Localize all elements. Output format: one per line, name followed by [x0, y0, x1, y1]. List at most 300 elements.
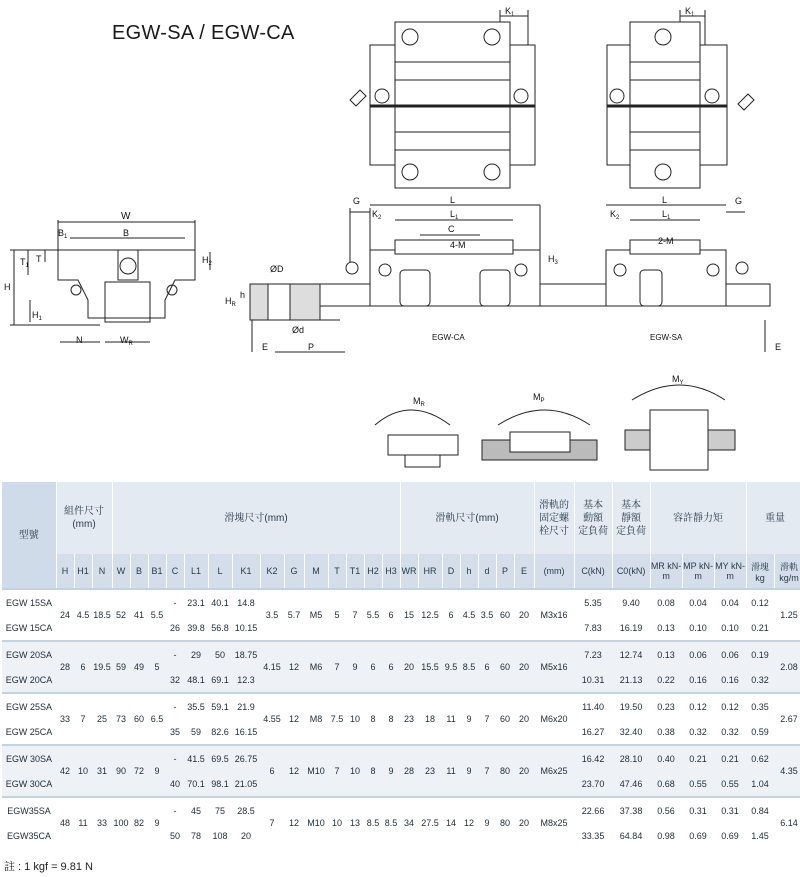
spec-cell: 23 [400, 693, 418, 745]
spec-cell: 11 [442, 745, 460, 797]
spec-cell: 0.21 [682, 745, 714, 771]
subheader-cell: 滑軌 kg/m [774, 554, 800, 589]
spec-cell: 23.70 [574, 771, 612, 797]
spec-cell: 5 [328, 589, 346, 641]
spec-cell: 7 [74, 693, 92, 745]
svg-text:MR: $M_R$ [413, 396, 425, 408]
svg-text:H: H [4, 282, 11, 292]
spec-cell: 26 [166, 615, 184, 641]
spec-cell: 59 [112, 641, 130, 693]
spec-cell: 7.5 [328, 693, 346, 745]
spec-cell: 13 [346, 797, 364, 848]
spec-cell: 0.06 [682, 641, 714, 667]
header-block: 滑塊尺寸(mm) [112, 482, 400, 554]
spec-cell: 48.1 [184, 667, 208, 693]
table-row [2, 745, 800, 771]
svg-text:E: E [262, 342, 269, 352]
spec-cell: 40.1 [208, 589, 232, 615]
svg-text:H3: $H_3$ [548, 254, 558, 266]
svg-text:G: G [735, 196, 743, 206]
spec-cell: 0.31 [682, 797, 714, 823]
spec-cell: 4.35 [774, 745, 800, 797]
spec-cell: 6.5 [148, 693, 166, 745]
header-model: 型號 [2, 482, 56, 589]
svg-text:K1: $K_1$ [505, 6, 515, 18]
spec-cell: 0.55 [682, 771, 714, 797]
spec-cell: 0.04 [682, 589, 714, 615]
spec-cell: 50 [166, 823, 184, 848]
spec-cell: 60 [496, 693, 514, 745]
spec-cell: 50 [208, 641, 232, 667]
spec-table [2, 482, 800, 848]
spec-cell: 6.14 [774, 797, 800, 848]
spec-cell: 7 [478, 745, 496, 797]
spec-cell: 9.40 [612, 589, 650, 615]
spec-cell: 6 [364, 641, 382, 693]
spec-cell: 32.40 [612, 719, 650, 745]
spec-cell: 0.56 [650, 797, 682, 823]
spec-cell: 20 [400, 641, 418, 693]
spec-cell: 3.5 [260, 589, 284, 641]
spec-cell: 9 [148, 745, 166, 797]
subheader-cell: T1 [346, 554, 364, 589]
spec-cell: 21.9 [232, 693, 260, 719]
spec-cell: 0.31 [714, 797, 746, 823]
spec-cell: 72 [130, 745, 148, 797]
spec-cell: 3.5 [478, 589, 496, 641]
subheader-cell: d [478, 554, 496, 589]
spec-cell: 52 [112, 589, 130, 641]
subheader-cell: HR [418, 554, 442, 589]
spec-cell: 100 [112, 797, 130, 848]
spec-cell: 18.75 [232, 641, 260, 667]
subheader-cell: L [208, 554, 232, 589]
spec-cell: 6 [478, 641, 496, 693]
spec-cell: 69.5 [208, 745, 232, 771]
spec-cell: 0.21 [714, 745, 746, 771]
svg-text:T: T [36, 254, 42, 264]
spec-cell: 20 [514, 797, 534, 848]
spec-cell: 0.59 [746, 719, 774, 745]
spec-cell: 60 [130, 693, 148, 745]
subheader-cell: W [112, 554, 130, 589]
spec-cell: 9 [478, 797, 496, 848]
spec-cell: 33 [92, 797, 112, 848]
end-view [10, 220, 210, 342]
spec-cell: 98.1 [208, 771, 232, 797]
svg-text:h: h [240, 290, 246, 300]
spec-cell: 0.40 [650, 745, 682, 771]
spec-cell: 59 [184, 719, 208, 745]
spec-cell: 8 [364, 693, 382, 745]
svg-text:WR: $W_R$ [120, 335, 133, 347]
spec-cell: 24 [56, 589, 74, 641]
spec-cell: 4.15 [260, 641, 284, 693]
spec-cell: 60 [496, 641, 514, 693]
spec-cell: 6 [260, 745, 284, 797]
spec-cell: 20 [514, 641, 534, 693]
svg-text:E: E [775, 342, 782, 352]
svg-text:H1: $H_1$ [32, 310, 42, 322]
spec-cell: 11 [74, 797, 92, 848]
spec-cell: M5 [304, 589, 328, 641]
spec-cell: 19.50 [612, 693, 650, 719]
svg-text:B1: $B_1$ [58, 228, 68, 240]
subheader-cell: K1 [232, 554, 260, 589]
spec-cell: 9 [460, 745, 478, 797]
page-title: EGW-SA / EGW-CA [112, 22, 295, 44]
spec-cell: 25 [92, 693, 112, 745]
svg-text:L1: $L_1$ [662, 209, 671, 221]
subheader-cell: MR kN-m [650, 554, 682, 589]
table-row [2, 641, 800, 667]
spec-cell: 0.06 [714, 641, 746, 667]
spec-cell: 5.5 [148, 589, 166, 641]
spec-cell: 21.05 [232, 771, 260, 797]
spec-cell: 8.5 [364, 797, 382, 848]
spec-cell: 14.8 [232, 589, 260, 615]
spec-cell: 34 [400, 797, 418, 848]
spec-cell: 37.38 [612, 797, 650, 823]
spec-cell: 27.5 [418, 797, 442, 848]
svg-text:Ød: Ød [292, 325, 305, 335]
spec-cell: 40 [166, 771, 184, 797]
spec-cell: 33 [56, 693, 74, 745]
spec-cell: 12 [284, 745, 304, 797]
spec-cell: 80 [496, 797, 514, 848]
svg-text:L: L [662, 195, 668, 205]
spec-cell: 0.62 [746, 745, 774, 771]
subheader-cell: L1 [184, 554, 208, 589]
spec-cell: 6 [74, 641, 92, 693]
svg-text:MP: $M_P$ [533, 392, 545, 404]
svg-text:B: B [123, 228, 130, 238]
subheader-cell: C0(kN) [612, 554, 650, 589]
spec-cell: 64.84 [612, 823, 650, 848]
subheader-cell: H3 [382, 554, 400, 589]
spec-cell: 12.5 [418, 589, 442, 641]
spec-cell: 0.10 [682, 615, 714, 641]
spec-cell: 0.38 [650, 719, 682, 745]
spec-cell: 78 [184, 823, 208, 848]
model-cell: EGW 20CA [2, 667, 56, 693]
spec-cell: 0.10 [714, 615, 746, 641]
spec-cell: 0.12 [714, 693, 746, 719]
spec-cell: 12 [284, 693, 304, 745]
model-cell: EGW 30CA [2, 771, 56, 797]
spec-cell: 9 [382, 745, 400, 797]
svg-text:N: N [76, 335, 83, 345]
spec-cell: 4.5 [74, 589, 92, 641]
subheader-cell: 滑塊 kg [746, 554, 774, 589]
spec-cell: 20 [232, 823, 260, 848]
header-bolt: 滑軌的 固定螺 栓尺寸 [534, 482, 574, 554]
spec-cell: 12 [284, 641, 304, 693]
spec-cell: M6 [304, 641, 328, 693]
spec-cell: M6x25 [534, 745, 574, 797]
spec-cell: 73 [112, 693, 130, 745]
spec-cell: 0.12 [682, 693, 714, 719]
spec-cell: - [166, 589, 184, 615]
spec-cell: 11 [442, 693, 460, 745]
spec-cell: 10.15 [232, 615, 260, 641]
spec-cell: 23.1 [184, 589, 208, 615]
spec-cell: 80 [496, 745, 514, 797]
spec-cell: 10 [74, 745, 92, 797]
svg-text:W: W [121, 211, 131, 222]
svg-text:P: P [308, 342, 315, 352]
spec-cell: 12.74 [612, 641, 650, 667]
spec-cell: 35 [166, 719, 184, 745]
spec-cell: 2.67 [774, 693, 800, 745]
spec-cell: 82 [130, 797, 148, 848]
spec-cell: 19.5 [92, 641, 112, 693]
spec-cell: 7 [260, 797, 284, 848]
model-cell: EGW 15SA [2, 589, 56, 615]
svg-text:C: C [448, 224, 455, 234]
spec-cell: 6 [382, 589, 400, 641]
subheader-cell: H [56, 554, 74, 589]
spec-cell: 39.8 [184, 615, 208, 641]
spec-cell: 26.75 [232, 745, 260, 771]
spec-cell: 28.10 [612, 745, 650, 771]
spec-cell: - [166, 745, 184, 771]
spec-cell: 0.08 [650, 589, 682, 615]
spec-cell: 9.5 [442, 641, 460, 693]
svg-text:T1: $T_1$ [20, 257, 29, 269]
spec-cell: 49 [130, 641, 148, 693]
subheader-cell: h [460, 554, 478, 589]
table-row [2, 589, 800, 615]
spec-cell: 7 [328, 745, 346, 797]
svg-text:ØD: ØD [270, 264, 284, 274]
subheader-cell: T [328, 554, 346, 589]
spec-cell: 4.55 [260, 693, 284, 745]
spec-cell: 0.12 [746, 589, 774, 615]
spec-cell: 12 [460, 797, 478, 848]
spec-cell: 45 [184, 797, 208, 823]
spec-cell: 14 [442, 797, 460, 848]
spec-cell: 48 [56, 797, 74, 848]
subheader-cell: K2 [260, 554, 284, 589]
spec-cell: 5.35 [574, 589, 612, 615]
svg-text:EGW-CA: EGW-CA [432, 333, 465, 342]
spec-cell: 15.5 [418, 641, 442, 693]
spec-cell: 70.1 [184, 771, 208, 797]
spec-cell: 15 [400, 589, 418, 641]
model-cell: EGW 25CA [2, 719, 56, 745]
footnote: 註 : 1 kgf = 9.81 N [4, 861, 93, 873]
spec-cell: 0.69 [714, 823, 746, 848]
spec-cell: 69.1 [208, 667, 232, 693]
spec-cell: 16.27 [574, 719, 612, 745]
spec-cell: - [166, 641, 184, 667]
spec-cell: 0.68 [650, 771, 682, 797]
subheader-cell: E [514, 554, 534, 589]
spec-cell: 0.32 [746, 667, 774, 693]
spec-cell: 7.23 [574, 641, 612, 667]
spec-cell: M8x25 [534, 797, 574, 848]
header-moment: 容許靜力矩 [650, 482, 746, 554]
subheader-cell: B [130, 554, 148, 589]
svg-text:K2: $K_2$ [372, 209, 382, 221]
spec-cell: 18.5 [92, 589, 112, 641]
svg-text:K2: $K_2$ [610, 209, 620, 221]
moment-icons [375, 385, 735, 470]
svg-text:HR: $H_R$ [225, 296, 236, 308]
spec-cell: 10 [328, 797, 346, 848]
spec-cell: 0.35 [746, 693, 774, 719]
spec-cell: 0.16 [682, 667, 714, 693]
spec-cell: 0.69 [682, 823, 714, 848]
header-rail: 滑軌尺寸(mm) [400, 482, 534, 554]
top-view-ca-block [350, 10, 535, 188]
spec-cell: 41.5 [184, 745, 208, 771]
side-view [250, 205, 770, 352]
svg-text:2-M: 2-M [658, 236, 674, 246]
spec-cell: 0.23 [650, 693, 682, 719]
spec-cell: 12.3 [232, 667, 260, 693]
svg-text:EGW-SA: EGW-SA [650, 333, 683, 342]
header-assembly: 組件尺寸 (mm) [56, 482, 112, 554]
spec-cell: 0.21 [746, 615, 774, 641]
table-row [2, 797, 800, 823]
subheader-cell: (mm) [534, 554, 574, 589]
subheader-cell: MY kN-m [714, 554, 746, 589]
spec-cell: 75 [208, 797, 232, 823]
spec-cell: 0.13 [650, 615, 682, 641]
spec-cell: 33.35 [574, 823, 612, 848]
spec-cell: 8 [382, 693, 400, 745]
spec-cell: - [166, 693, 184, 719]
subheader-cell: B1 [148, 554, 166, 589]
subheader-cell: P [496, 554, 514, 589]
spec-cell: 20 [514, 589, 534, 641]
spec-cell: 21.13 [612, 667, 650, 693]
spec-cell: 12 [284, 797, 304, 848]
spec-cell: 42 [56, 745, 74, 797]
spec-cell: 0.04 [714, 589, 746, 615]
spec-cell: 16.15 [232, 719, 260, 745]
spec-cell: 10 [346, 745, 364, 797]
spec-cell: - [166, 797, 184, 823]
spec-cell: 0.98 [650, 823, 682, 848]
spec-cell: 1.45 [746, 823, 774, 848]
spec-cell: 8.5 [382, 797, 400, 848]
header-static: 基本 靜額 定負荷 [612, 482, 650, 554]
spec-cell: 20 [514, 693, 534, 745]
svg-text:MY: $M_Y$ [672, 374, 684, 386]
spec-cell: 11.40 [574, 693, 612, 719]
spec-cell: 28.5 [232, 797, 260, 823]
spec-cell: 1.25 [774, 589, 800, 641]
model-cell: EGW 15CA [2, 615, 56, 641]
spec-cell: 41 [130, 589, 148, 641]
spec-cell: 2.08 [774, 641, 800, 693]
subheader-cell: H1 [74, 554, 92, 589]
spec-cell: 4.5 [460, 589, 478, 641]
spec-cell: 0.19 [746, 641, 774, 667]
spec-cell: M10 [304, 797, 328, 848]
spec-cell: M3x16 [534, 589, 574, 641]
subheader-cell: H2 [364, 554, 382, 589]
spec-cell: 0.16 [714, 667, 746, 693]
spec-cell: 7 [478, 693, 496, 745]
subheader-cell: WR [400, 554, 418, 589]
spec-cell: M5x16 [534, 641, 574, 693]
spec-cell: 9 [460, 693, 478, 745]
spec-cell: 7 [328, 641, 346, 693]
spec-cell: 32 [166, 667, 184, 693]
spec-cell: 31 [92, 745, 112, 797]
model-cell: EGW 30SA [2, 745, 56, 771]
spec-cell: 9 [148, 797, 166, 848]
spec-cell: 1.04 [746, 771, 774, 797]
spec-cell: 6 [442, 589, 460, 641]
spec-cell: M8 [304, 693, 328, 745]
svg-text:G: G [353, 196, 361, 206]
svg-text:4-M: 4-M [450, 240, 466, 250]
spec-cell: 47.46 [612, 771, 650, 797]
spec-cell: 0.13 [650, 641, 682, 667]
spec-cell: 7.83 [574, 615, 612, 641]
subheader-cell: MP kN-m [682, 554, 714, 589]
spec-cell: 0.55 [714, 771, 746, 797]
spec-cell: 5.5 [364, 589, 382, 641]
model-cell: EGW 20SA [2, 641, 56, 667]
spec-cell: 20 [514, 745, 534, 797]
spec-cell: 90 [112, 745, 130, 797]
spec-cell: 0.32 [714, 719, 746, 745]
spec-cell: 7 [346, 589, 364, 641]
model-cell: EGW 25SA [2, 693, 56, 719]
svg-text:H2: $H_2$ [202, 255, 212, 267]
spec-cell: 18 [418, 693, 442, 745]
spec-cell: 10 [346, 693, 364, 745]
model-cell: EGW35CA [2, 823, 56, 848]
header-weight: 重量 [746, 482, 800, 554]
table-row [2, 693, 800, 719]
spec-cell: 0.84 [746, 797, 774, 823]
subheader-cell: M [304, 554, 328, 589]
spec-cell: 60 [496, 589, 514, 641]
spec-cell: 35.5 [184, 693, 208, 719]
spec-cell: 28 [56, 641, 74, 693]
subheader-cell: D [442, 554, 460, 589]
top-view-sa-block [607, 10, 754, 188]
spec-cell: M6x20 [534, 693, 574, 745]
spec-cell: 8 [364, 745, 382, 797]
subheader-cell: G [284, 554, 304, 589]
spec-cell: 16.19 [612, 615, 650, 641]
spec-cell: 9 [346, 641, 364, 693]
spec-cell: 56.8 [208, 615, 232, 641]
model-cell: EGW35SA [2, 797, 56, 823]
spec-cell: 10.31 [574, 667, 612, 693]
spec-cell: 29 [184, 641, 208, 667]
spec-cell: 5.7 [284, 589, 304, 641]
spec-cell: 108 [208, 823, 232, 848]
spec-cell: 0.32 [682, 719, 714, 745]
header-dynamic: 基本 動額 定負荷 [574, 482, 612, 554]
subheader-cell: C(kN) [574, 554, 612, 589]
spec-cell: 82.6 [208, 719, 232, 745]
subheader-cell: N [92, 554, 112, 589]
spec-cell: 22.66 [574, 797, 612, 823]
spec-cell: 6 [382, 641, 400, 693]
svg-text:L: L [450, 195, 456, 205]
spec-cell: 16.42 [574, 745, 612, 771]
